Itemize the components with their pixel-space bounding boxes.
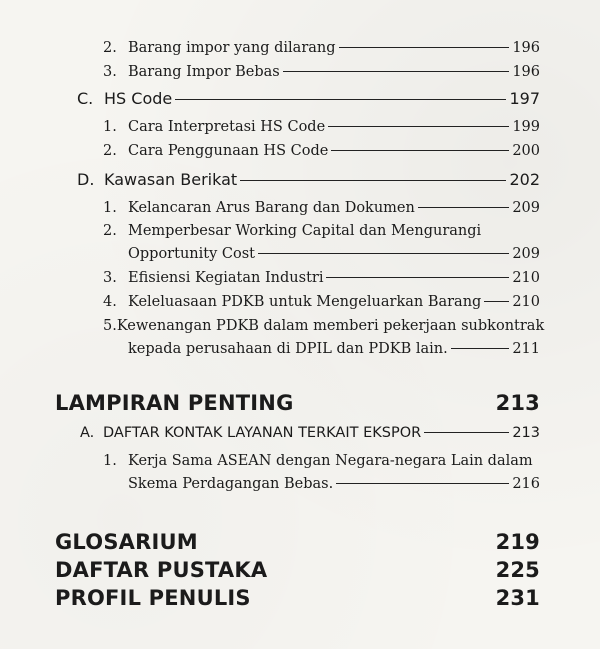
entry-title-line2: Skema Perdagangan Bebas. bbox=[128, 476, 334, 492]
entry-title: Efisiensi Kegiatan Industri bbox=[128, 270, 324, 286]
section-title: Kawasan Berikat bbox=[104, 170, 238, 189]
chapter-page: 219 bbox=[495, 530, 540, 554]
entry-page: 199 bbox=[512, 119, 540, 135]
entry-page: 216 bbox=[512, 476, 540, 492]
entry-title-line2: Opportunity Cost bbox=[128, 246, 255, 262]
entry-page: 209 bbox=[512, 200, 540, 216]
toc-entry[interactable] bbox=[103, 119, 540, 135]
dot-leader bbox=[175, 99, 506, 100]
entry-page: 209 bbox=[512, 246, 540, 262]
chapter-title: LAMPIRAN PENTING bbox=[55, 391, 294, 415]
toc-section-c[interactable] bbox=[77, 89, 540, 108]
entry-number: 2. bbox=[103, 143, 117, 159]
entry-title-line1: Kewenangan PDKB dalam memberi pekerjaan subkontrak bbox=[116, 318, 545, 334]
section-title: HS Code bbox=[104, 89, 173, 108]
entry-title-line1: Memperbesar Working Capital dan Mengurangi bbox=[128, 223, 482, 239]
toc-entry[interactable] bbox=[103, 294, 540, 310]
dot-leader bbox=[326, 277, 509, 278]
entry-page: 196 bbox=[512, 64, 540, 80]
section-letter: C. bbox=[77, 89, 94, 108]
entry-page: 200 bbox=[512, 143, 540, 159]
chapter-title: PROFIL PENULIS bbox=[55, 586, 251, 610]
dot-leader bbox=[339, 47, 510, 48]
toc-chapter-daftar-pustaka[interactable] bbox=[55, 558, 540, 582]
dot-leader bbox=[418, 207, 509, 208]
section-page: 197 bbox=[509, 89, 540, 108]
section-letter: D. bbox=[77, 170, 95, 189]
entry-title-line2: kepada perusahaan di DPIL dan PDKB lain. bbox=[128, 341, 448, 357]
toc-section-a[interactable] bbox=[80, 425, 540, 441]
toc-chapter-lampiran[interactable] bbox=[55, 391, 540, 415]
toc-chapter-glosarium[interactable] bbox=[55, 530, 540, 554]
section-title: DAFTAR KONTAK LAYANAN TERKAIT EKSPOR bbox=[103, 425, 422, 441]
entry-title-line1: Kerja Sama ASEAN dengan Negara-negara Lain dalam bbox=[128, 453, 533, 469]
toc-entry[interactable] bbox=[103, 40, 540, 56]
dot-leader bbox=[484, 301, 509, 302]
entry-page: 196 bbox=[512, 40, 540, 56]
dot-leader bbox=[240, 180, 506, 181]
entry-title: Cara Interpretasi HS Code bbox=[128, 119, 326, 135]
entry-number: 4. bbox=[103, 294, 117, 310]
entry-page: 210 bbox=[512, 270, 540, 286]
toc-entry-line2[interactable] bbox=[128, 476, 540, 492]
dot-leader bbox=[328, 126, 509, 127]
entry-page: 210 bbox=[512, 294, 540, 310]
section-page: 213 bbox=[512, 425, 540, 441]
section-letter: A. bbox=[80, 425, 95, 441]
entry-number: 3. bbox=[103, 64, 117, 80]
entry-number: 3. bbox=[103, 270, 117, 286]
entry-number: 5. bbox=[103, 318, 117, 334]
chapter-title: GLOSARIUM bbox=[55, 530, 198, 554]
toc-section-d[interactable] bbox=[77, 170, 540, 189]
dot-leader bbox=[451, 348, 510, 349]
toc-entry[interactable] bbox=[103, 270, 540, 286]
chapter-title: DAFTAR PUSTAKA bbox=[55, 558, 268, 582]
entry-page: 211 bbox=[512, 341, 540, 357]
entry-title: Kelancaran Arus Barang dan Dokumen bbox=[128, 200, 415, 216]
section-page: 202 bbox=[509, 170, 540, 189]
toc-entry[interactable] bbox=[103, 64, 540, 80]
dot-leader bbox=[336, 483, 509, 484]
dot-leader bbox=[331, 150, 509, 151]
chapter-page: 225 bbox=[495, 558, 540, 582]
entry-number: 2. bbox=[103, 40, 117, 56]
entry-title: Keleluasaan PDKB untuk Mengeluarkan Barang bbox=[128, 294, 482, 310]
toc-entry-line2[interactable] bbox=[128, 246, 540, 262]
dot-leader bbox=[283, 71, 510, 72]
toc-entry-line1[interactable] bbox=[103, 318, 545, 334]
entry-number: 1. bbox=[103, 119, 117, 135]
entry-number: 1. bbox=[103, 200, 117, 216]
toc-entry-line1[interactable] bbox=[103, 223, 540, 239]
toc-entry-line2[interactable] bbox=[128, 341, 540, 357]
dot-leader bbox=[424, 432, 509, 433]
entry-title: Cara Penggunaan HS Code bbox=[128, 143, 329, 159]
toc-entry[interactable] bbox=[103, 143, 540, 159]
entry-number: 1. bbox=[103, 453, 117, 469]
toc-entry[interactable] bbox=[103, 200, 540, 216]
entry-title: Barang impor yang dilarang bbox=[128, 40, 336, 56]
entry-number: 2. bbox=[103, 223, 117, 239]
toc-entry-line1[interactable] bbox=[103, 453, 540, 469]
entry-title: Barang Impor Bebas bbox=[128, 64, 280, 80]
dot-leader bbox=[258, 253, 509, 254]
chapter-page: 231 bbox=[495, 586, 540, 610]
chapter-page: 213 bbox=[495, 391, 540, 415]
toc-chapter-profil-penulis[interactable] bbox=[55, 586, 540, 610]
